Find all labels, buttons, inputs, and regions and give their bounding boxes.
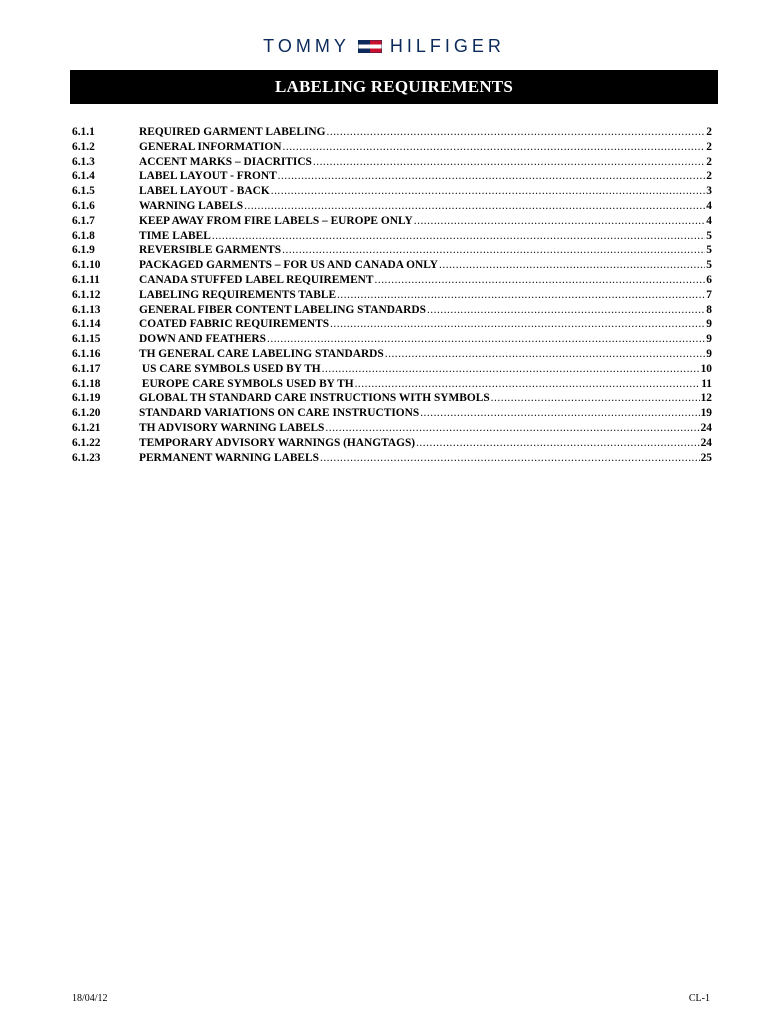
toc-dot-leader bbox=[416, 436, 700, 451]
toc-entry[interactable] bbox=[72, 229, 712, 244]
toc-page-number: 9 bbox=[706, 318, 712, 331]
toc-entry[interactable] bbox=[72, 421, 712, 436]
toc-dot-leader bbox=[375, 273, 706, 288]
toc-entry[interactable] bbox=[72, 303, 712, 318]
toc-section-number: 6.1.21 bbox=[72, 421, 101, 434]
toc-dot-leader bbox=[271, 184, 706, 199]
toc-section-title: STANDARD VARIATIONS ON CARE INSTRUCTIONS bbox=[139, 407, 420, 420]
toc-entry[interactable] bbox=[72, 155, 712, 170]
table-of-contents bbox=[72, 125, 712, 465]
toc-section-title: GLOBAL TH STANDARD CARE INSTRUCTIONS WITH SYMBOLS bbox=[139, 392, 490, 405]
toc-page-number: 24 bbox=[700, 421, 712, 434]
footer-page-code: CL-1 bbox=[688, 993, 710, 1004]
toc-entry[interactable] bbox=[72, 258, 712, 273]
toc-dot-leader bbox=[244, 199, 705, 214]
toc-section-title: WARNING LABELS bbox=[139, 199, 244, 212]
toc-page-number: 12 bbox=[700, 392, 712, 405]
toc-entry[interactable] bbox=[72, 184, 712, 199]
toc-entry[interactable] bbox=[72, 391, 712, 406]
toc-section-number: 6.1.11 bbox=[72, 273, 100, 286]
toc-entry[interactable] bbox=[72, 288, 712, 303]
toc-entry[interactable] bbox=[72, 169, 712, 184]
toc-page-number: 11 bbox=[701, 377, 712, 390]
toc-section-title: TEMPORARY ADVISORY WARNINGS (HANGTAGS) bbox=[139, 436, 416, 449]
logo-left-word: TOMMY bbox=[263, 36, 350, 56]
toc-section-title: REQUIRED GARMENT LABELING bbox=[139, 126, 326, 138]
toc-section-number: 6.1.4 bbox=[72, 170, 95, 183]
toc-page-number: 24 bbox=[700, 436, 712, 449]
toc-page-number: 10 bbox=[700, 362, 712, 375]
toc-entry[interactable] bbox=[72, 377, 712, 392]
toc-dot-leader bbox=[212, 229, 705, 244]
toc-entry[interactable] bbox=[72, 332, 712, 347]
toc-dot-leader bbox=[322, 362, 700, 377]
toc-dot-leader bbox=[337, 288, 705, 303]
toc-page-number: 7 bbox=[706, 288, 712, 301]
toc-entry[interactable] bbox=[72, 436, 712, 451]
toc-section-title: LABEL LAYOUT - BACK bbox=[139, 185, 270, 198]
toc-entry[interactable] bbox=[72, 140, 712, 155]
toc-section-title: EUROPE CARE SYMBOLS USED BY TH bbox=[139, 377, 354, 390]
toc-entry[interactable] bbox=[72, 214, 712, 229]
toc-dot-leader bbox=[267, 332, 705, 347]
brand-logo bbox=[0, 36, 768, 57]
toc-page-number: 5 bbox=[706, 244, 712, 257]
toc-section-title: TH GENERAL CARE LABELING STANDARDS bbox=[139, 347, 384, 360]
toc-section-title: CANADA STUFFED LABEL REQUIREMENT bbox=[139, 273, 374, 286]
toc-section-number: 6.1.6 bbox=[72, 199, 95, 212]
toc-section-title: DOWN AND FEATHERS bbox=[139, 333, 266, 346]
toc-page-number: 2 bbox=[706, 126, 712, 138]
toc-page-number: 5 bbox=[706, 259, 712, 272]
toc-section-title: PACKAGED GARMENTS – FOR US AND CANADA ONLY bbox=[139, 259, 439, 272]
toc-dot-leader bbox=[414, 214, 706, 229]
toc-entry[interactable] bbox=[72, 243, 712, 258]
toc-dot-leader bbox=[491, 391, 700, 406]
flag-icon bbox=[358, 40, 382, 53]
toc-section-number: 6.1.3 bbox=[72, 155, 95, 168]
toc-section-number: 6.1.19 bbox=[72, 392, 101, 405]
toc-dot-leader bbox=[420, 406, 699, 421]
toc-section-title: ACCENT MARKS – DIACRITICS bbox=[139, 155, 312, 168]
toc-page-number: 2 bbox=[706, 170, 712, 183]
toc-dot-leader bbox=[355, 377, 701, 392]
toc-section-title: LABEL LAYOUT - FRONT bbox=[139, 170, 277, 183]
footer-date: 18/04/12 bbox=[72, 993, 108, 1004]
toc-section-number: 6.1.10 bbox=[72, 259, 101, 272]
toc-section-title: REVERSIBLE GARMENTS bbox=[139, 244, 282, 257]
toc-page-number: 2 bbox=[706, 155, 712, 168]
toc-page-number: 9 bbox=[706, 333, 712, 346]
toc-dot-leader bbox=[278, 169, 706, 184]
toc-page-number: 4 bbox=[706, 199, 712, 212]
toc-entry[interactable] bbox=[72, 362, 712, 377]
toc-section-number: 6.1.17 bbox=[72, 362, 101, 375]
toc-entry[interactable] bbox=[72, 317, 712, 332]
toc-entry[interactable] bbox=[72, 347, 712, 362]
toc-section-number: 6.1.9 bbox=[72, 244, 95, 257]
toc-dot-leader bbox=[320, 451, 700, 466]
toc-section-number: 6.1.12 bbox=[72, 288, 101, 301]
toc-dot-leader bbox=[330, 317, 705, 332]
toc-dot-leader bbox=[313, 155, 705, 170]
toc-section-number: 6.1.23 bbox=[72, 451, 101, 464]
toc-section-number: 6.1.14 bbox=[72, 318, 101, 331]
toc-section-number: 6.1.1 bbox=[72, 126, 95, 138]
toc-section-number: 6.1.8 bbox=[72, 229, 95, 242]
toc-section-number: 6.1.2 bbox=[72, 140, 95, 153]
toc-dot-leader bbox=[385, 347, 706, 362]
toc-section-title: TIME LABEL bbox=[139, 229, 211, 242]
toc-page-number: 2 bbox=[706, 140, 712, 153]
toc-entry[interactable] bbox=[72, 273, 712, 288]
title-bar bbox=[70, 70, 718, 104]
toc-page-number: 25 bbox=[700, 451, 712, 464]
toc-section-title: GENERAL FIBER CONTENT LABELING STANDARDS bbox=[139, 303, 426, 316]
toc-page-number: 19 bbox=[700, 407, 712, 420]
toc-page-number: 6 bbox=[706, 273, 712, 286]
toc-section-number: 6.1.7 bbox=[72, 214, 95, 227]
toc-section-title: KEEP AWAY FROM FIRE LABELS – EUROPE ONLY bbox=[139, 214, 413, 227]
toc-page-number: 4 bbox=[706, 214, 712, 227]
toc-section-number: 6.1.18 bbox=[72, 377, 101, 390]
toc-entry[interactable] bbox=[72, 125, 712, 140]
toc-section-number: 6.1.16 bbox=[72, 347, 101, 360]
toc-dot-leader bbox=[325, 421, 699, 436]
logo-right-word: HILFIGER bbox=[389, 36, 505, 56]
toc-entry[interactable] bbox=[72, 199, 712, 214]
toc-section-title: COATED FABRIC REQUIREMENTS bbox=[139, 318, 330, 331]
toc-section-title: LABELING REQUIREMENTS TABLE bbox=[139, 288, 337, 301]
toc-dot-leader bbox=[427, 303, 705, 318]
toc-section-title: TH ADVISORY WARNING LABELS bbox=[139, 421, 325, 434]
toc-section-title: PERMANENT WARNING LABELS bbox=[139, 451, 319, 464]
toc-dot-leader bbox=[282, 243, 705, 258]
toc-section-title: GENERAL INFORMATION bbox=[139, 140, 282, 153]
toc-page-number: 5 bbox=[706, 229, 712, 242]
toc-section-number: 6.1.20 bbox=[72, 407, 101, 420]
toc-entry[interactable] bbox=[72, 451, 712, 466]
toc-entry[interactable] bbox=[72, 406, 712, 421]
page-title: LABELING REQUIREMENTS bbox=[275, 77, 513, 96]
toc-dot-leader bbox=[283, 140, 706, 155]
toc-section-number: 6.1.13 bbox=[72, 303, 101, 316]
toc-page-number: 9 bbox=[706, 347, 712, 360]
toc-dot-leader bbox=[327, 125, 706, 140]
toc-section-number: 6.1.5 bbox=[72, 185, 95, 198]
toc-page-number: 8 bbox=[706, 303, 712, 316]
toc-section-title: US CARE SYMBOLS USED BY TH bbox=[139, 362, 321, 375]
toc-page-number: 3 bbox=[706, 185, 712, 198]
toc-section-number: 6.1.15 bbox=[72, 333, 101, 346]
toc-section-number: 6.1.22 bbox=[72, 436, 101, 449]
toc-dot-leader bbox=[439, 258, 705, 273]
